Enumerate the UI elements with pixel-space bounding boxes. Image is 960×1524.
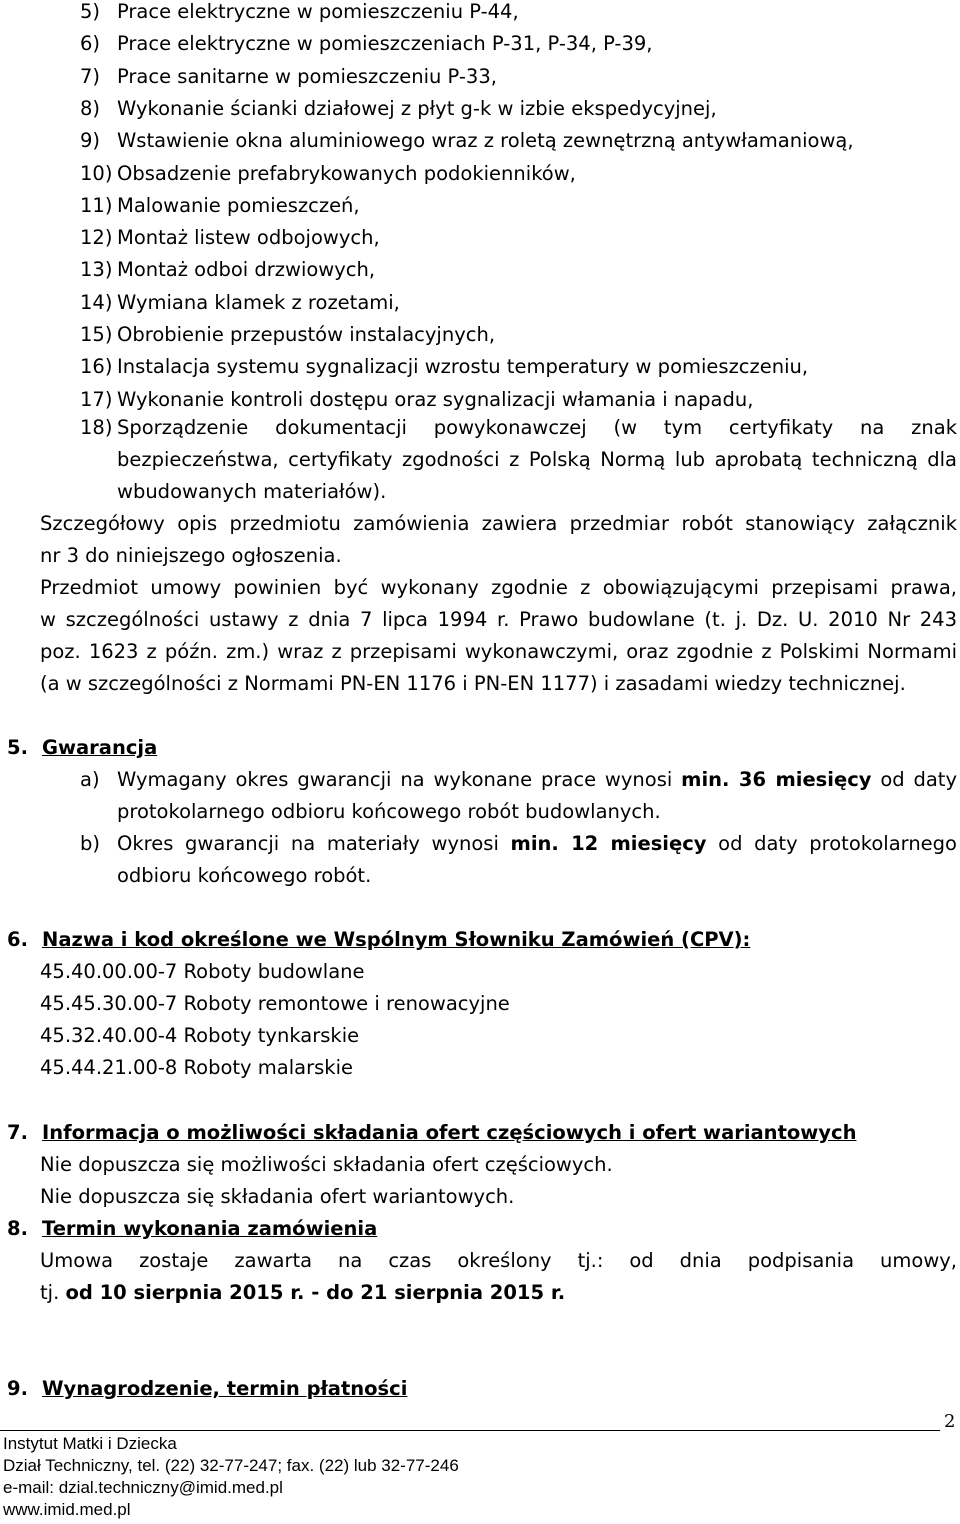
- section-title: Gwarancja: [42, 736, 158, 759]
- list-item-number: 12): [80, 226, 113, 249]
- page-number: 2: [944, 1411, 956, 1432]
- bold-run: od 10 sierpnia 2015 r. - do 21 sierpnia 2015 r.: [65, 1281, 566, 1304]
- paragraph-line: Przedmiot umowy powinien być wykonany zgodnie z obowiązującymi przepisami prawa,: [40, 576, 957, 599]
- cpv-code: 45.40.00.00-7 Roboty budowlane: [40, 960, 365, 983]
- list-item-text: Wymiana klamek z rozetami,: [117, 291, 400, 314]
- bold-run: min. 36 miesięcy: [681, 768, 872, 791]
- list-item-number: 10): [80, 162, 113, 185]
- list-item-text-line: bezpieczeństwa, certyfikaty zgodności z Polską Normą lub aprobatą techniczną dla: [117, 448, 957, 471]
- list-item-number: 13): [80, 258, 113, 281]
- list-item-number: 7): [80, 65, 101, 88]
- list-item-text: Wykonanie ścianki działowej z płyt g-k w izbie ekspedycyjnej,: [117, 97, 717, 120]
- paragraph-line: Umowa zostaje zawarta na czas określony tj.: od dnia podpisania umowy,: [40, 1249, 957, 1272]
- footer-divider: [0, 1430, 940, 1431]
- list-item-text: Wykonanie kontroli dostępu oraz sygnalizacji włamania i napadu,: [117, 388, 754, 411]
- list-item-number: 14): [80, 291, 113, 314]
- footer-email: e-mail: dzial.techniczny@imid.med.pl: [3, 1478, 283, 1497]
- list-item-number: 6): [80, 32, 101, 55]
- paragraph-line: nr 3 do niniejszego ogłoszenia.: [40, 544, 342, 567]
- sublist-line: protokolarnego odbioru końcowego robót budowlanych.: [117, 800, 661, 823]
- cpv-code: 45.44.21.00-8 Roboty malarskie: [40, 1056, 353, 1079]
- list-item-number: 9): [80, 129, 101, 152]
- paragraph-line: Nie dopuszcza się możliwości składania ofert częściowych.: [40, 1153, 613, 1176]
- section-number: 8.: [7, 1217, 28, 1240]
- sublist-line: odbioru końcowego robót.: [117, 864, 372, 887]
- cpv-code: 45.45.30.00-7 Roboty remontowe i renowacyjne: [40, 992, 510, 1015]
- bold-run: min. 12 miesięcy: [510, 832, 707, 855]
- section-number: 7.: [7, 1121, 28, 1144]
- list-item-text: Prace elektryczne w pomieszczeniach P-31, P-34, P-39,: [117, 32, 653, 55]
- text-run: Wymagany okres gwarancji na wykonane prace wynosi: [117, 768, 682, 791]
- paragraph-line: Nie dopuszcza się składania ofert wariantowych.: [40, 1185, 515, 1208]
- text-run: tj.: [40, 1281, 66, 1304]
- list-item-text-line: Sporządzenie dokumentacji powykonawczej (w tym certyfikaty na znak: [117, 416, 957, 439]
- section-title: Informacja o możliwości składania ofert częściowych i ofert wariantowych: [42, 1121, 857, 1144]
- text-run: Okres gwarancji na materiały wynosi: [117, 832, 511, 855]
- list-item-number: 8): [80, 97, 101, 120]
- list-item-number: 18): [80, 416, 113, 439]
- footer-institution: Instytut Matki i Dziecka: [3, 1434, 177, 1453]
- list-item-number: 16): [80, 355, 113, 378]
- list-item-text-line: wbudowanych materiałów).: [117, 480, 387, 503]
- cpv-code: 45.32.40.00-4 Roboty tynkarskie: [40, 1024, 360, 1047]
- section-title: Nazwa i kod określone we Wspólnym Słowniku Zamówień (CPV):: [42, 928, 751, 951]
- footer-website: www.imid.med.pl: [3, 1500, 131, 1519]
- section-number: 9.: [7, 1377, 28, 1400]
- list-item-number: 17): [80, 388, 113, 411]
- list-item-number: 5): [80, 0, 101, 23]
- section-number: 5.: [7, 736, 28, 759]
- section-number: 6.: [7, 928, 28, 951]
- paragraph-line: Szczegółowy opis przedmiotu zamówienia zawiera przedmiar robót stanowiący załącznik: [40, 512, 957, 535]
- list-item-text: Prace elektryczne w pomieszczeniu P-44,: [117, 0, 519, 23]
- text-run: od daty protokolarnego: [706, 832, 957, 855]
- paragraph-line: w szczególności ustawy z dnia 7 lipca 1994 r. Prawo budowlane (t. j. Dz. U. 2010 Nr 243: [40, 608, 957, 631]
- text-run: od daty: [871, 768, 957, 791]
- list-item-text: Montaż listew odbojowych,: [117, 226, 380, 249]
- paragraph-line: [40, 1277, 565, 1309]
- list-item-text: Malowanie pomieszczeń,: [117, 194, 360, 217]
- section-title: Termin wykonania zamówienia: [42, 1217, 378, 1240]
- list-item-text: Obsadzenie prefabrykowanych podokienników,: [117, 162, 576, 185]
- list-item-text: Montaż odboi drzwiowych,: [117, 258, 376, 281]
- list-item-number: 15): [80, 323, 113, 346]
- list-item-text: Prace sanitarne w pomieszczeniu P-33,: [117, 65, 497, 88]
- sublist-label: a): [80, 768, 100, 791]
- list-item-text: Obrobienie przepustów instalacyjnych,: [117, 323, 496, 346]
- list-item-text: Instalacja systemu sygnalizacji wzrostu temperatury w pomieszczeniu,: [117, 355, 809, 378]
- paragraph-line: poz. 1623 z późn. zm.) wraz z przepisami wykonawczymi, oraz zgodnie z Polskimi Normami: [40, 640, 957, 663]
- paragraph-line: (a w szczególności z Normami PN-EN 1176 i PN-EN 1177) i zasadami wiedzy technicznej.: [40, 672, 906, 695]
- footer-contact-phone: Dział Techniczny, tel. (22) 32-77-247; fax. (22) lub 32-77-246: [3, 1456, 459, 1475]
- sublist-label: b): [80, 832, 100, 855]
- list-item-number: 11): [80, 194, 113, 217]
- section-title: Wynagrodzenie, termin płatności: [42, 1377, 408, 1400]
- sublist-line: [117, 828, 957, 860]
- sublist-line: [117, 764, 957, 796]
- list-item-text: Wstawienie okna aluminiowego wraz z roletą zewnętrzną antywłamaniową,: [117, 129, 854, 152]
